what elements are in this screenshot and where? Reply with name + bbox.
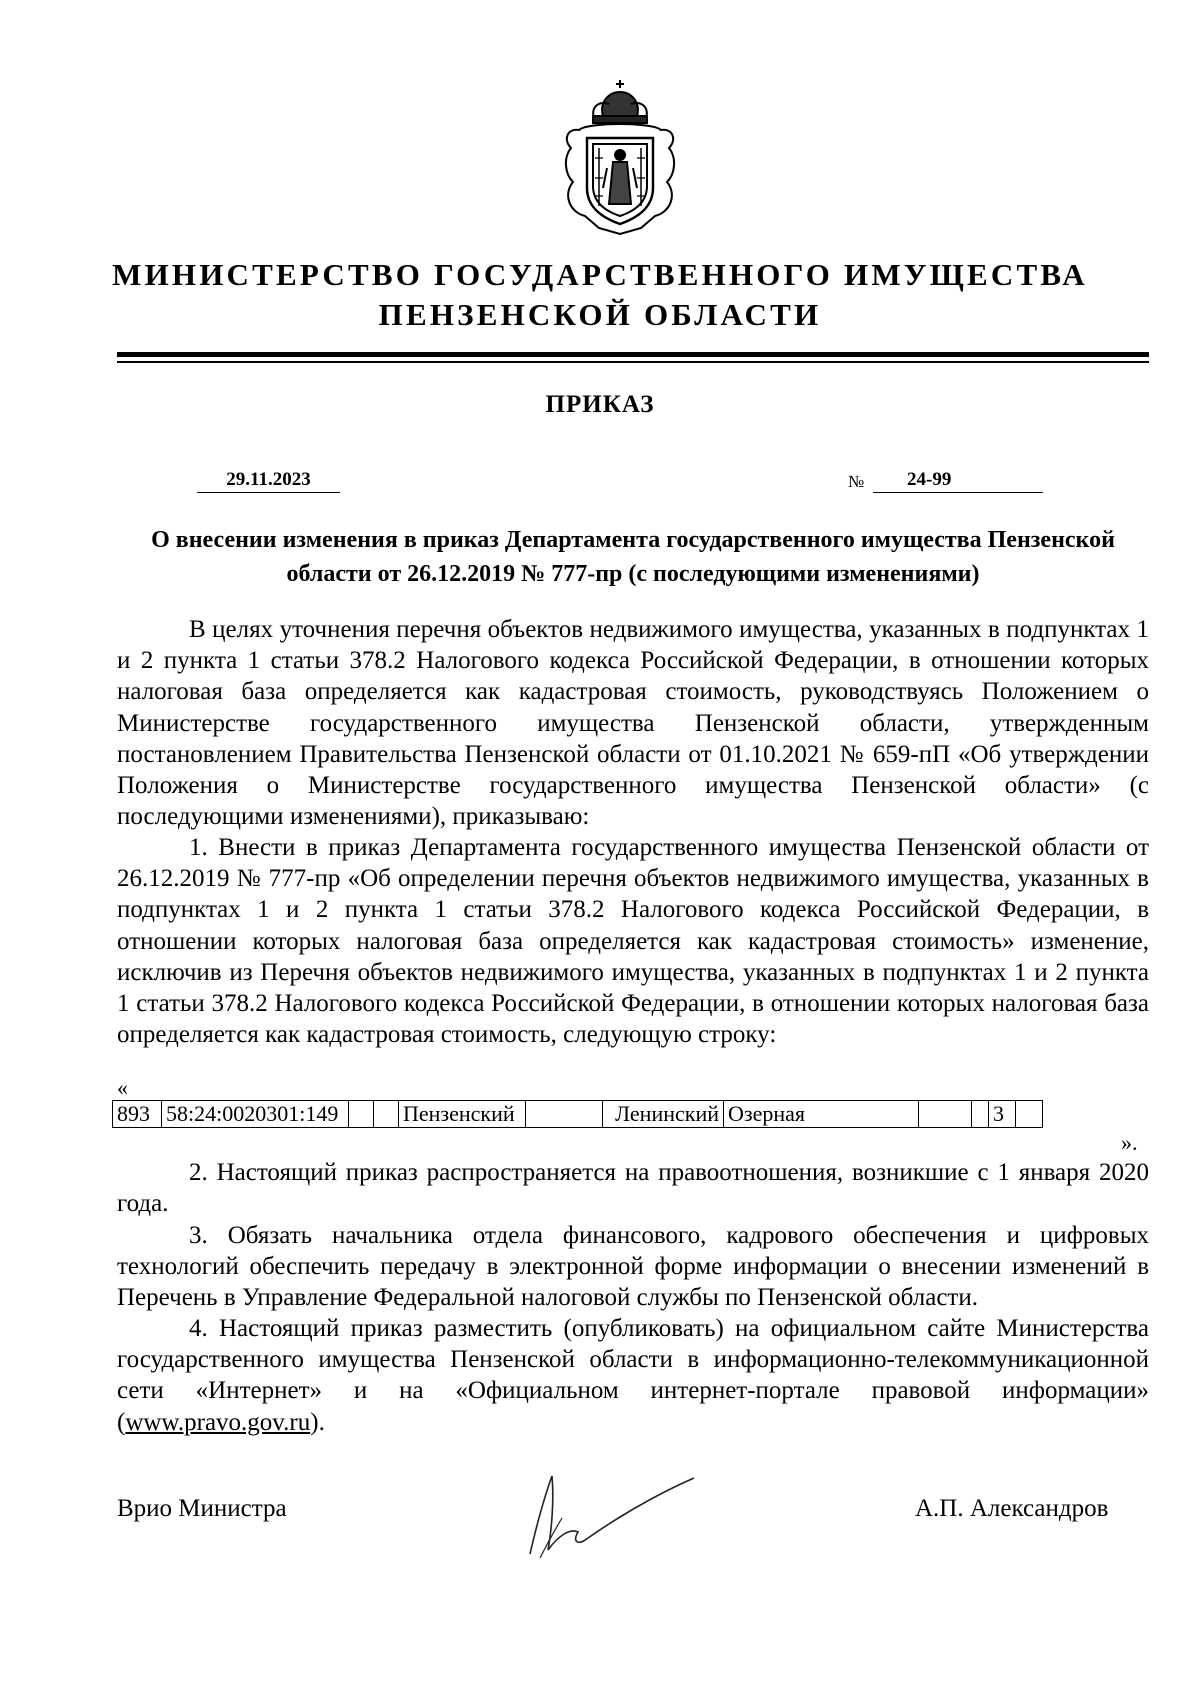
row-cell-house-number: 3 [989, 1101, 1016, 1128]
order-date: 29.11.2023 [197, 468, 340, 493]
row-cell-empty [919, 1101, 972, 1128]
handwritten-signature [518, 1458, 698, 1568]
row-quote-close: ». [1121, 1130, 1138, 1155]
row-cell-empty [526, 1101, 603, 1128]
preamble-paragraph: В целях уточнения перечня объектов недвижимого имущества, указанных в подпунктах 1 и 2 пункта 1 статьи 378.2 Налогового кодекса Российской Федерации, в отношении которых налоговая база определяется как кадастровая стоимость, руководствуясь Положением о Министерстве государственного имущества Пензенской области, утвержденным постановлением Правительства Пензенской области от 01.10.2021 № 659-пП «Об утверждении Положения о Министерстве государственного имущества Пензенской области» (с последующими изменениями), приказываю: [117, 616, 1149, 831]
row-cell-empty [374, 1101, 399, 1128]
header-divider-thin [117, 361, 1149, 363]
ministry-name-line1: МИНИСТЕРСТВО ГОСУДАРСТВЕННОГО ИМУЩЕСТВА [112, 257, 1088, 292]
pravo-link[interactable]: www.pravo.gov.ru [125, 1408, 311, 1436]
number-sign: № [848, 472, 865, 491]
row-cell-street: Озерная [724, 1101, 919, 1128]
clause-2-paragraph: 2. Настоящий приказ распространяется на правоотношения, возникшие с 1 января 2020 года. [117, 1159, 1149, 1218]
clause-1-paragraph: 1. Внести в приказ Департамента государственного имущества Пензенской области от 26.12.2019 № 777-пр «Об определении перечня объектов недвижимого имущества, указанных в подпунктах 1 и 2 пункта 1 статьи 378.2 Налогового кодекса Российской Федерации, в отношении которых налоговая база определяется как кадастровая стоимость» изменение, исключив из Перечня объектов недвижимого имущества, указанных в подпунктах 1 и 2 пункта 1 статьи 378.2 Налогового кодекса Российской Федерации, в отношении которых налоговая база определяется как кадастровая стоимость, следующую строку: [117, 834, 1149, 1049]
coat-of-arms-icon [559, 78, 681, 238]
row-cell-cadastral-number: 58:24:0020301:149 [162, 1101, 349, 1128]
signer-position: Врио Министра [117, 1495, 287, 1522]
signer-name: А.П. Александров [915, 1495, 1109, 1522]
clause-4-text: 4. Настоящий приказ разместить (опубликовать) на официальном сайте Министерства государственного имущества Пензенской области в информационно-телекоммуникационной сети «Интернет» и на «Официальном интернет-портале правовой информации» ( [117, 1315, 1149, 1436]
row-cell-settlement: Ленинский [603, 1101, 724, 1128]
row-cell-index: 893 [113, 1101, 162, 1128]
clause-4-paragraph [117, 1313, 1149, 1438]
order-number: 24-99 [873, 468, 1043, 493]
excluded-row-table [112, 1100, 1043, 1128]
clause-4-end: ). [310, 1408, 325, 1436]
order-title: О внесении изменения в приказ Департамента государственного имущества Пензенской области от 26.12.2019 № 777-пр (с последующими изменениями) [151, 527, 1115, 587]
row-cell-empty [1016, 1101, 1043, 1128]
row-cell-empty [349, 1101, 374, 1128]
clause-3-paragraph: 3. Обязать начальника отдела финансового, кадрового обеспечения и цифровых технологий обеспечить передачу в электронной форме информации о внесении изменений в Перечень в Управление Федеральной налоговой службы по Пензенской области. [117, 1222, 1149, 1312]
row-quote-open: « [117, 1075, 128, 1100]
ministry-name-line2: ПЕНЗЕНСКОЙ ОБЛАСТИ [378, 297, 822, 332]
row-cell-district: Пензенский [399, 1101, 526, 1128]
row-cell-empty [972, 1101, 989, 1128]
header-divider-thick [117, 352, 1149, 357]
document-type: ПРИКАЗ [545, 391, 655, 418]
table-row [113, 1101, 1043, 1128]
